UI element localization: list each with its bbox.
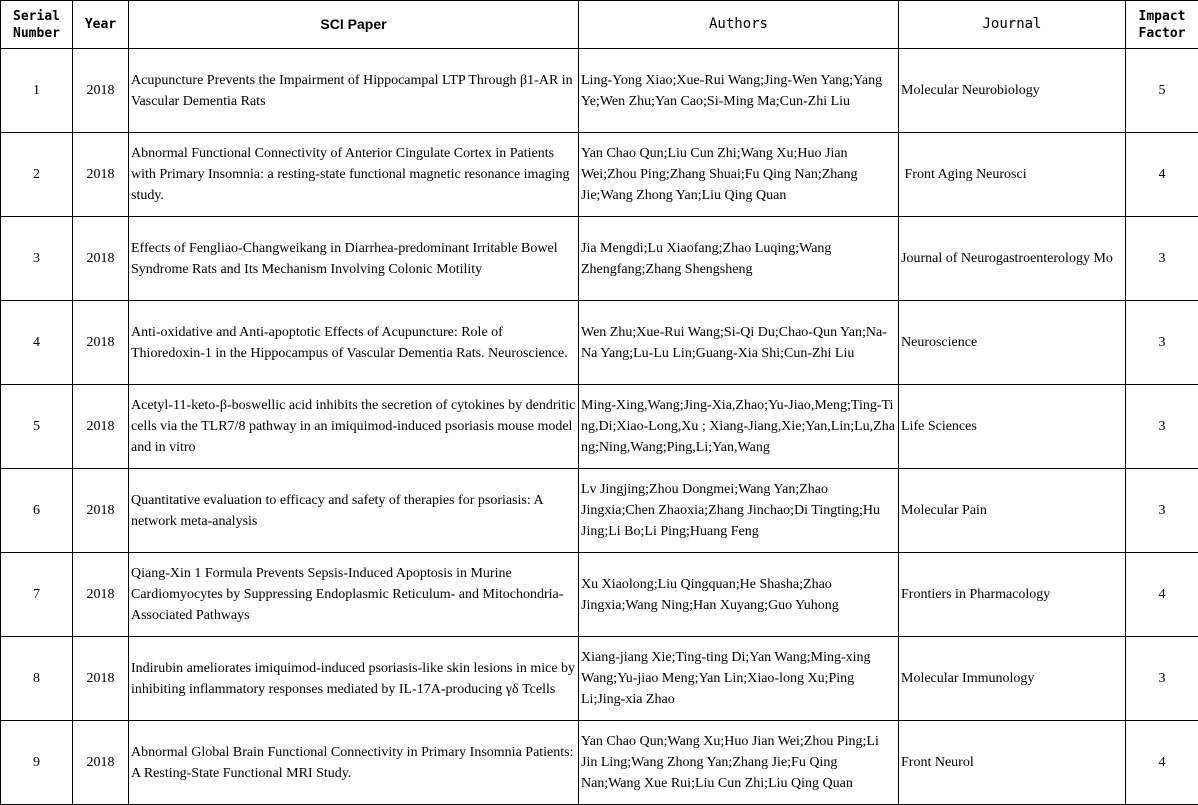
journal-cell: Journal of Neurogastroenterology Mo — [899, 217, 1126, 301]
table-header — [1, 1, 1198, 49]
paper-cell: Acupuncture Prevents the Impairment of Hippocampal LTP Through β1-AR in Vascular Dementia Rats — [129, 49, 579, 133]
table-row — [1, 301, 1198, 385]
serial-cell: 2 — [1, 133, 73, 217]
year-cell: 2018 — [73, 49, 129, 133]
year-cell: 2018 — [73, 133, 129, 217]
impact-cell: 3 — [1126, 217, 1198, 301]
authors-cell: Xiang-jiang Xie;Ting-ting Di;Yan Wang;Ming-xing Wang;Yu-jiao Meng;Yan Lin;Xiao-long Xu;Ping Li;Jing-xia Zhao — [579, 637, 899, 721]
serial-cell: 9 — [1, 721, 73, 805]
paper-cell: Indirubin ameliorates imiquimod-induced psoriasis-like skin lesions in mice by inhibiting inflammatory responses mediated by IL-17A-producing γδ Tcells — [129, 637, 579, 721]
impact-cell: 4 — [1126, 553, 1198, 637]
table-row — [1, 385, 1198, 469]
journal-cell: Front Aging Neurosci — [899, 133, 1126, 217]
paper-cell: Acetyl-11-keto-β-boswellic acid inhibits the secretion of cytokines by dendritic cells via the TLR7/8 pathway in an imiquimod-induced psoriasis mouse model and in vitro — [129, 385, 579, 469]
table-row — [1, 721, 1198, 805]
header-year: Year — [73, 1, 129, 49]
year-cell: 2018 — [73, 217, 129, 301]
paper-cell: Quantitative evaluation to efficacy and safety of therapies for psoriasis: A network meta-analysis — [129, 469, 579, 553]
table-row — [1, 469, 1198, 553]
journal-cell: Molecular Neurobiology — [899, 49, 1126, 133]
journal-cell: Front Neurol — [899, 721, 1126, 805]
header-sci-paper: SCI Paper — [129, 1, 579, 49]
table-row — [1, 49, 1198, 133]
serial-cell: 6 — [1, 469, 73, 553]
authors-cell: Lv Jingjing;Zhou Dongmei;Wang Yan;Zhao Jingxia;Chen Zhaoxia;Zhang Jinchao;Di Tingting;Hu Jing;Li Bo;Li Ping;Huang Feng — [579, 469, 899, 553]
table-row — [1, 553, 1198, 637]
header-serial-number: Serial Number — [1, 1, 73, 49]
header-impact-factor: Impact Factor — [1126, 1, 1198, 49]
impact-cell: 4 — [1126, 721, 1198, 805]
year-cell: 2018 — [73, 385, 129, 469]
authors-cell: Yan Chao Qun;Liu Cun Zhi;Wang Xu;Huo Jian Wei;Zhou Ping;Zhang Shuai;Fu Qing Nan;Zhang Jie;Wang Zhong Yan;Liu Qing Quan — [579, 133, 899, 217]
authors-cell: Ling-Yong Xiao;Xue-Rui Wang;Jing-Wen Yang;Yang Ye;Wen Zhu;Yan Cao;Si-Ming Ma;Cun-Zhi Liu — [579, 49, 899, 133]
impact-cell: 5 — [1126, 49, 1198, 133]
header-row — [1, 1, 1198, 49]
impact-cell: 4 — [1126, 133, 1198, 217]
paper-cell: Effects of Fengliao-Changweikang in Diarrhea-predominant Irritable Bowel Syndrome Rats and Its Mechanism Involving Colonic Motility — [129, 217, 579, 301]
year-cell: 2018 — [73, 637, 129, 721]
authors-cell: Xu Xiaolong;Liu Qingquan;He Shasha;Zhao Jingxia;Wang Ning;Han Xuyang;Guo Yuhong — [579, 553, 899, 637]
authors-cell: Jia Mengdi;Lu Xiaofang;Zhao Luqing;Wang Zhengfang;Zhang Shengsheng — [579, 217, 899, 301]
authors-cell: Wen Zhu;Xue-Rui Wang;Si-Qi Du;Chao-Qun Yan;Na-Na Yang;Lu-Lu Lin;Guang-Xia Shi;Cun-Zhi Liu — [579, 301, 899, 385]
authors-cell: Ming-Xing,Wang;Jing-Xia,Zhao;Yu-Jiao,Meng;Ting-Ting,Di;Xiao-Long,Xu ; Xiang-Jiang,Xie;Yan,Lin;Lu,Zhang;Ning,Wang;Ping,Li;Yan,Wang — [579, 385, 899, 469]
year-cell: 2018 — [73, 721, 129, 805]
journal-cell: Molecular Immunology — [899, 637, 1126, 721]
paper-cell: Abnormal Functional Connectivity of Anterior Cingulate Cortex in Patients with Primary Insomnia: a resting-state functional magnetic resonance imaging study. — [129, 133, 579, 217]
authors-cell: Yan Chao Qun;Wang Xu;Huo Jian Wei;Zhou Ping;Li Jin Ling;Wang Zhong Yan;Zhang Jie;Fu Qing Nan;Wang Xue Rui;Liu Cun Zhi;Liu Qing Quan — [579, 721, 899, 805]
paper-cell: Abnormal Global Brain Functional Connectivity in Primary Insomnia Patients: A Resting-State Functional MRI Study. — [129, 721, 579, 805]
table-row — [1, 133, 1198, 217]
year-cell: 2018 — [73, 301, 129, 385]
journal-cell: Frontiers in Pharmacology — [899, 553, 1126, 637]
journal-cell: Life Sciences — [899, 385, 1126, 469]
table-body — [1, 49, 1198, 805]
serial-cell: 1 — [1, 49, 73, 133]
serial-cell: 8 — [1, 637, 73, 721]
year-cell: 2018 — [73, 553, 129, 637]
serial-cell: 4 — [1, 301, 73, 385]
table-row — [1, 637, 1198, 721]
paper-cell: Anti-oxidative and Anti-apoptotic Effects of Acupuncture: Role of Thioredoxin-1 in the Hippocampus of Vascular Dementia Rats. Neuroscience. — [129, 301, 579, 385]
impact-cell: 3 — [1126, 637, 1198, 721]
serial-cell: 7 — [1, 553, 73, 637]
table-row — [1, 217, 1198, 301]
header-journal: Journal — [899, 1, 1126, 49]
year-cell: 2018 — [73, 469, 129, 553]
serial-cell: 3 — [1, 217, 73, 301]
impact-cell: 3 — [1126, 469, 1198, 553]
journal-cell: Neuroscience — [899, 301, 1126, 385]
impact-cell: 3 — [1126, 385, 1198, 469]
header-authors: Authors — [579, 1, 899, 49]
serial-cell: 5 — [1, 385, 73, 469]
impact-cell: 3 — [1126, 301, 1198, 385]
journal-cell: Molecular Pain — [899, 469, 1126, 553]
paper-cell: Qiang-Xin 1 Formula Prevents Sepsis-Induced Apoptosis in Murine Cardiomyocytes by Suppressing Endoplasmic Reticulum- and Mitochondria-Associated Pathways — [129, 553, 579, 637]
